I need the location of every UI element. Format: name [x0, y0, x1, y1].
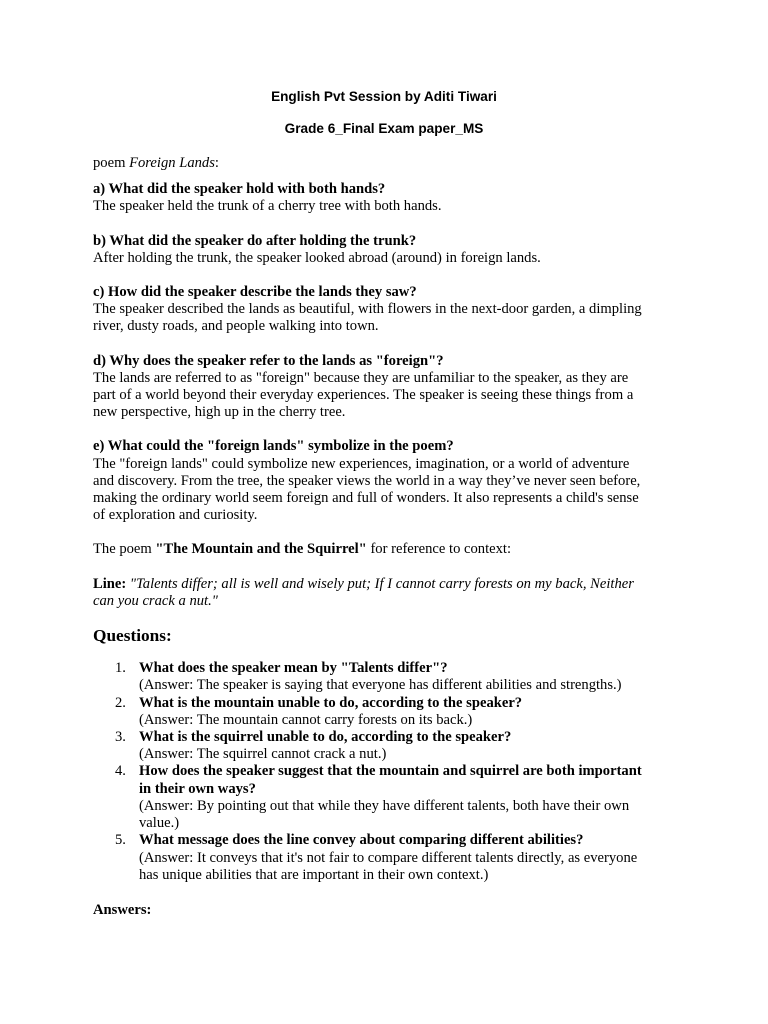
question-text: c) How did the speaker describe the lands they saw?	[93, 284, 417, 301]
answer-line: new perspective, high up in the cherry tree.	[93, 404, 346, 421]
document-title: English Pvt Session by Aditi Tiwari	[271, 89, 497, 104]
poem1-qa-list	[93, 181, 683, 524]
line-label: Line:	[93, 575, 127, 592]
item-number: 2.	[115, 694, 126, 711]
list-item	[93, 832, 683, 884]
item-number: 3.	[115, 729, 126, 746]
poem2-line-quote	[93, 576, 683, 610]
question-text: What is the mountain unable to do, according to the speaker?	[139, 694, 523, 711]
qa-block	[93, 233, 683, 267]
question-text: b) What did the speaker do after holding the trunk?	[93, 232, 417, 249]
answer-line: The speaker described the lands as beautiful, with flowers in the next-door garden, a dimpling	[93, 301, 642, 318]
poem2-intro: The poem "The Mountain and the Squirrel" for reference to context:	[93, 541, 512, 558]
qa-block	[93, 284, 683, 336]
list-item	[93, 660, 683, 694]
line-quote-2: can you crack a nut."	[93, 592, 218, 609]
answer-line: (Answer: By pointing out that while they have different talents, both have their own	[139, 797, 630, 814]
item-number: 1.	[115, 660, 126, 677]
answer-line: (Answer: The speaker is saying that everyone has different abilities and strengths.)	[139, 677, 622, 694]
poem2-title: "The Mountain and the Squirrel"	[155, 541, 367, 558]
answer-line: river, dusty roads, and people walking into town.	[93, 318, 379, 335]
question-text: What is the squirrel unable to do, according to the speaker?	[139, 729, 512, 746]
answer-line: making the ordinary world seem foreign and full of wonders. It also represents a child's sense	[93, 490, 639, 507]
list-item	[93, 763, 683, 832]
question-text: How does the speaker suggest that the mountain and squirrel are both important	[139, 763, 642, 780]
question-text: d) Why does the speaker refer to the lands as "foreign"?	[93, 352, 444, 369]
document-body	[93, 155, 683, 919]
answer-line: value.)	[139, 815, 180, 832]
answer-line: (Answer: It conveys that it's not fair to compare different talents directly, as everyone	[139, 849, 638, 866]
qa-block	[93, 353, 683, 422]
qa-block	[93, 181, 683, 215]
questions-list	[93, 660, 683, 884]
answer-line: (Answer: The mountain cannot carry forests on its back.)	[139, 711, 473, 728]
item-number: 4.	[115, 763, 126, 780]
question-text: What does the speaker mean by "Talents differ"?	[139, 660, 448, 677]
answer-line: part of a world beyond their everyday experiences. The speaker is seeing these things from a	[93, 387, 634, 404]
answer-line: has unique abilities that are important in their own context.)	[139, 866, 489, 883]
list-item	[93, 729, 683, 763]
answer-line: of exploration and curiosity.	[93, 507, 258, 524]
answer-line: (Answer: The squirrel cannot crack a nut.)	[139, 746, 387, 763]
answer-line: After holding the trunk, the speaker looked abroad (around) in foreign lands.	[93, 249, 541, 266]
poem1-title: Foreign Lands	[129, 155, 215, 171]
item-number: 5.	[115, 832, 126, 849]
questions-heading: Questions:	[93, 626, 172, 646]
poem1-intro: poem Foreign Lands:	[93, 155, 219, 171]
answer-line: and discovery. From the tree, the speaker views the world in a way they’ve never seen before,	[93, 472, 641, 489]
line-quote-1: "Talents differ; all is well and wisely put; If I cannot carry forests on my back, Neither	[126, 575, 634, 592]
question-text: a) What did the speaker hold with both hands?	[93, 181, 386, 198]
question-text: What message does the line convey about comparing different abilities?	[139, 832, 584, 849]
answer-line: The "foreign lands" could symbolize new experiences, imagination, or a world of adventure	[93, 455, 630, 472]
answer-line: The speaker held the trunk of a cherry tree with both hands.	[93, 198, 442, 215]
question-text: e) What could the "foreign lands" symbolize in the poem?	[93, 438, 454, 455]
answer-line: The lands are referred to as "foreign" because they are unfamiliar to the speaker, as they are	[93, 369, 629, 386]
list-item	[93, 695, 683, 729]
qa-block	[93, 438, 683, 524]
question-text: in their own ways?	[139, 780, 256, 797]
answers-heading: Answers:	[93, 901, 152, 918]
document-subtitle: Grade 6_Final Exam paper_MS	[284, 121, 484, 136]
